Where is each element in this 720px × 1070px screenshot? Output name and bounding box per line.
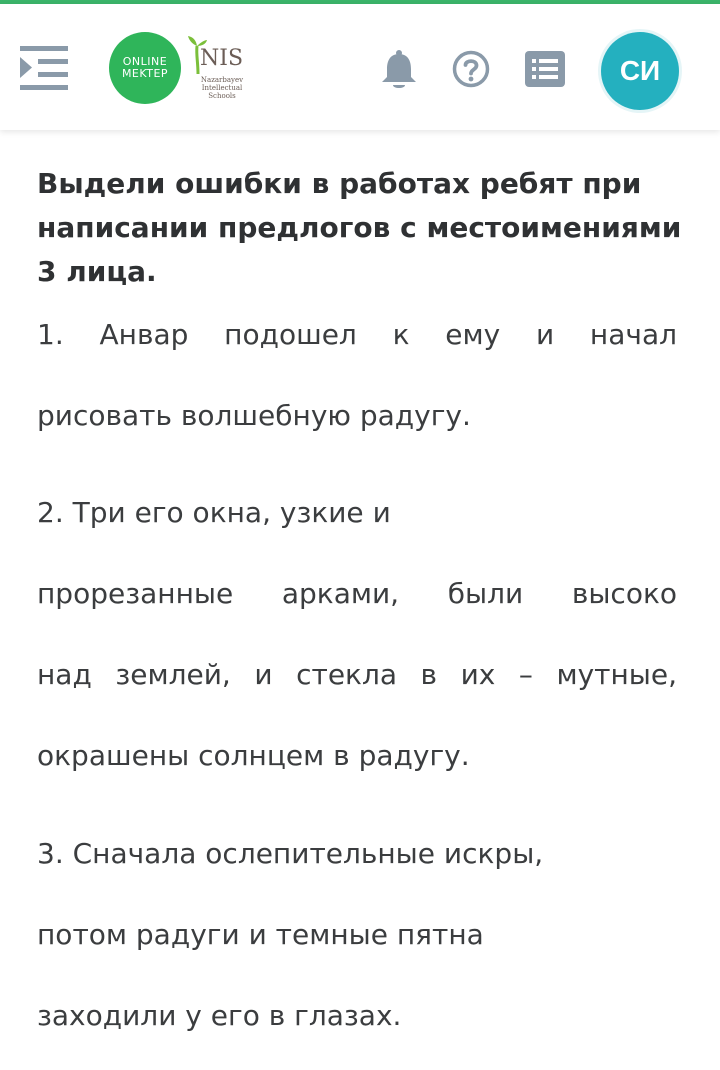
sentence-1-line-1: 1. Анвар подошел к ему и начал	[37, 318, 677, 351]
logo-online-line1: ONLINE	[122, 55, 168, 68]
nis-logo	[186, 34, 248, 106]
sentence-3-line-3: заходили у его в глазах.	[37, 999, 402, 1032]
sentence-2-line-4: окрашены солнцем в радугу.	[37, 739, 470, 772]
task-list-icon[interactable]	[525, 51, 565, 87]
sentence-2-line-3: над землей, и стекла в их – мутные,	[37, 658, 677, 691]
sentence-2-line-2: прорезанные арками, были высоко	[37, 577, 677, 610]
sentence-3-line-1: 3. Сначала ослепительные искры,	[37, 837, 544, 870]
app-header	[0, 4, 720, 130]
sentence-2-line-1: 2. Три его окна, узкие и	[37, 496, 391, 529]
menu-toggle-icon[interactable]	[18, 42, 72, 94]
user-avatar[interactable]: СИ	[601, 32, 679, 110]
nis-logo-text: NIS	[200, 46, 244, 71]
sentence-1-line-2: рисовать волшебную радугу.	[37, 399, 471, 432]
notifications-bell-icon[interactable]	[380, 49, 418, 91]
help-question-icon[interactable]	[452, 50, 490, 88]
logo-online-line2: MEKTEP	[121, 67, 169, 80]
nis-logo-subtitle: Nazarbayev Intellectual Schools	[200, 76, 244, 100]
sentence-3-line-2: потом радуги и темные пятна	[37, 918, 484, 951]
task-content	[37, 162, 687, 294]
task-title: Выдели ошибки в работах ребят при написании предлогов с местоимениями 3 лица.	[37, 167, 682, 288]
online-mektep-logo[interactable]	[109, 32, 181, 104]
